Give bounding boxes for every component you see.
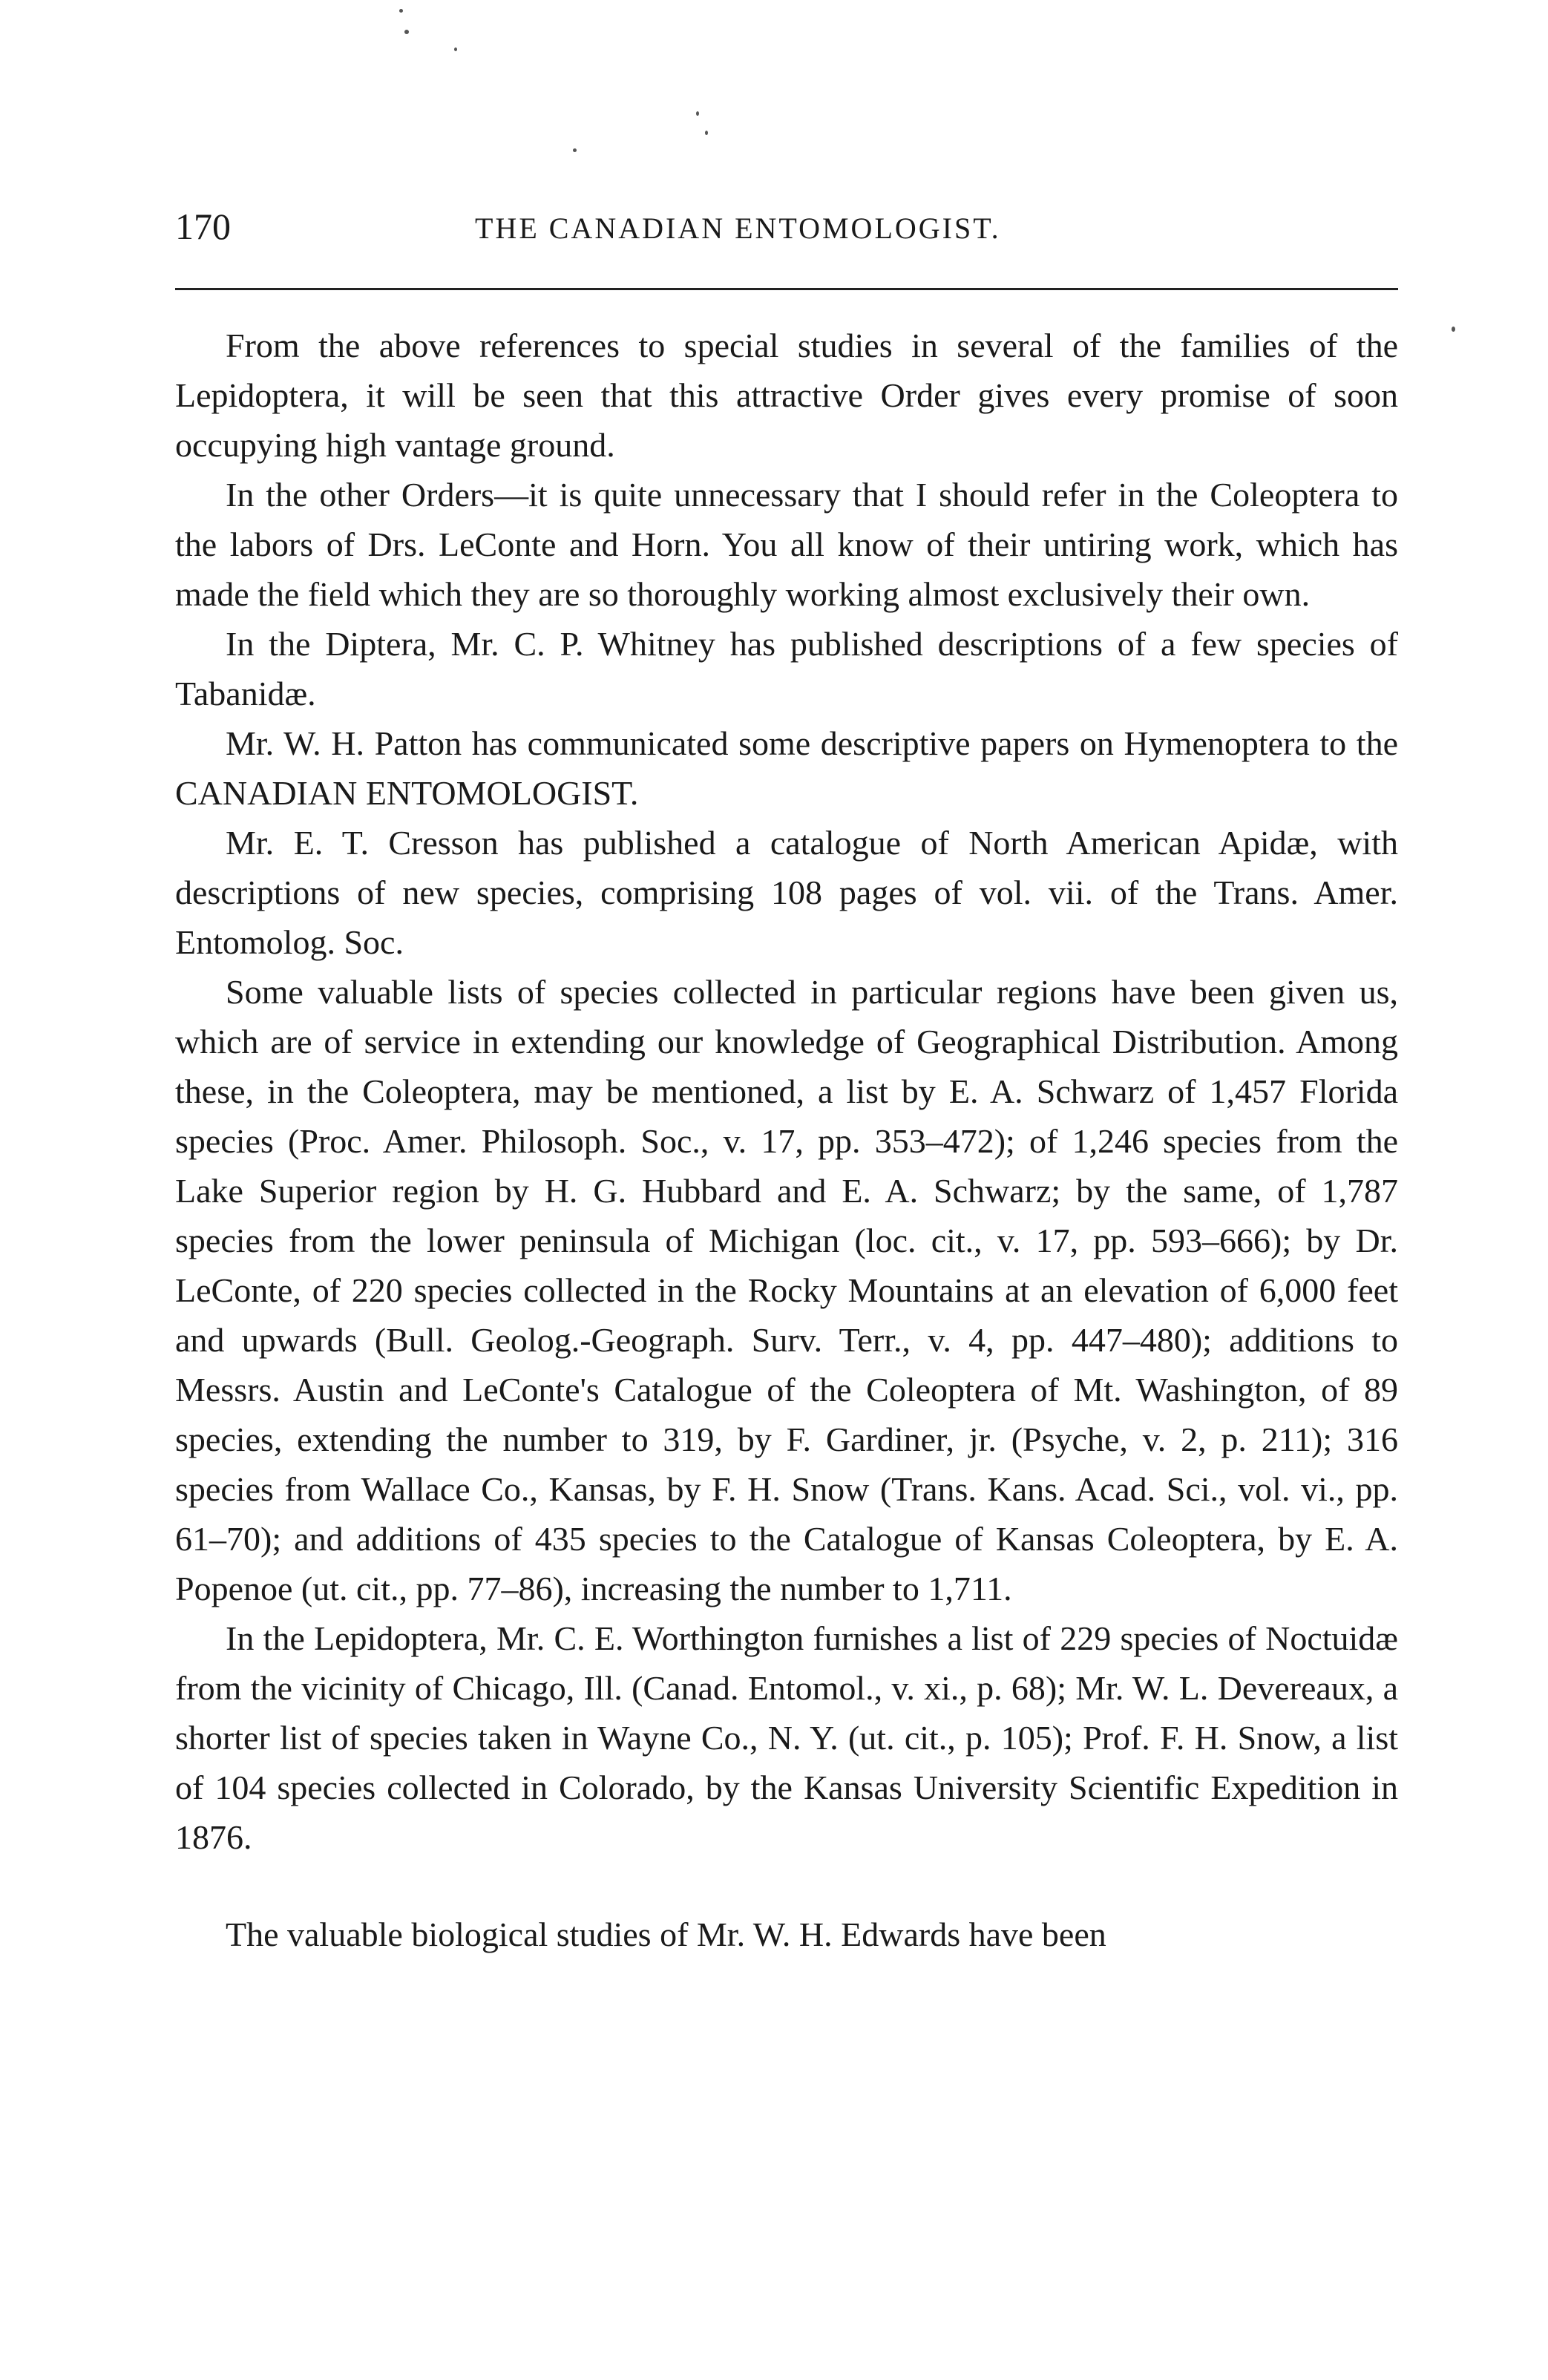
scan-speck (404, 30, 409, 34)
paragraph: The valuable biological studies of Mr. W. H. Edwards have been (226, 1915, 1106, 1953)
paragraph: Some valuable lists of species collected in particular regions have been given us, which are of service in extending our knowledge of Geographical Distribution. Among these, in the Coleoptera, may be mentioned, a list by E. A. Schwarz of 1,457 Florida species (Proc. Amer. Philosoph. Soc., v. 17, pp. 353–472); of 1,246 species from the Lake Superior region by H. G. Hubbard and E. A. Schwarz; by the same, of 1,787 species from the lower peninsula of Michigan (loc. cit., v. 17, pp. 593–666); by Dr. LeConte, of 220 species collected in the Rocky Mountains at an elevation of 6,000 feet and upwards (Bull. Geolog.-Geograph. Surv. Terr., v. 4, pp. 447–480); additions to Messrs. Austin and LeConte's Catalogue of the Coleoptera of Mt. Washington, of 89 species, extending the number to 319, by F. Gardiner, jr. (Psyche, v. 2, p. 211); 316 species from Wallace Co., Kansas, by F. H. Snow (Trans. Kans. Acad. Sci., vol. vi., pp. 61–70); and additions of 435 species to the Catalogue of Kansas Coleoptera, by E. A. Popenoe (ut. cit., pp. 77–86), increasing the number to 1,711. (175, 973, 1398, 1607)
paragraph: Mr. E. T. Cresson has published a catalogue of North American Apidæ, with descriptions of new species, comprising 108 pages of vol. vii. of the Trans. Amer. Entomolog. Soc. (175, 824, 1398, 961)
paragraph: Mr. W. H. Patton has communicated some descriptive papers on Hymenoptera to the CANADIAN ENTOMOLOGIST. (175, 724, 1398, 812)
paragraph: In the other Orders—it is quite unnecessary that I should refer in the Coleoptera to the labors of Drs. LeConte and Horn. You all know of their untiring work, which has made the field which they are so thoroughly working almost exclusively their own. (175, 476, 1398, 613)
paragraph: From the above references to special studies in several of the families of the Lepidoptera, it will be seen that this attractive Order gives every promise of soon occupying high vantage ground. (175, 327, 1398, 464)
running-title: THE CANADIAN ENTOMOLOGIST. (475, 212, 1001, 245)
scan-speck (696, 111, 699, 116)
page-header (175, 200, 1398, 252)
body-text (175, 321, 1398, 1959)
scan-speck (454, 47, 457, 51)
header-rule (175, 288, 1398, 290)
page-number: 170 (175, 206, 231, 247)
scan-speck (399, 9, 403, 13)
paragraph: In the Diptera, Mr. C. P. Whitney has published descriptions of a few species of Tabanidæ. (175, 625, 1398, 712)
paragraph: In the Lepidoptera, Mr. C. E. Worthington furnishes a list of 229 species of Noctuidæ from the vicinity of Chicago, Ill. (Canad. Entomol., v. xi., p. 68); Mr. W. L. Devereaux, a shorter list of species taken in Wayne Co., N. Y. (ut. cit., p. 105); Prof. F. H. Snow, a list of 104 species collected in Colorado, by the Kansas University Scientific Expedition in 1876. (175, 1619, 1398, 1856)
scan-speck (705, 131, 708, 135)
scan-speck (573, 148, 577, 152)
scan-speck (1452, 327, 1455, 332)
